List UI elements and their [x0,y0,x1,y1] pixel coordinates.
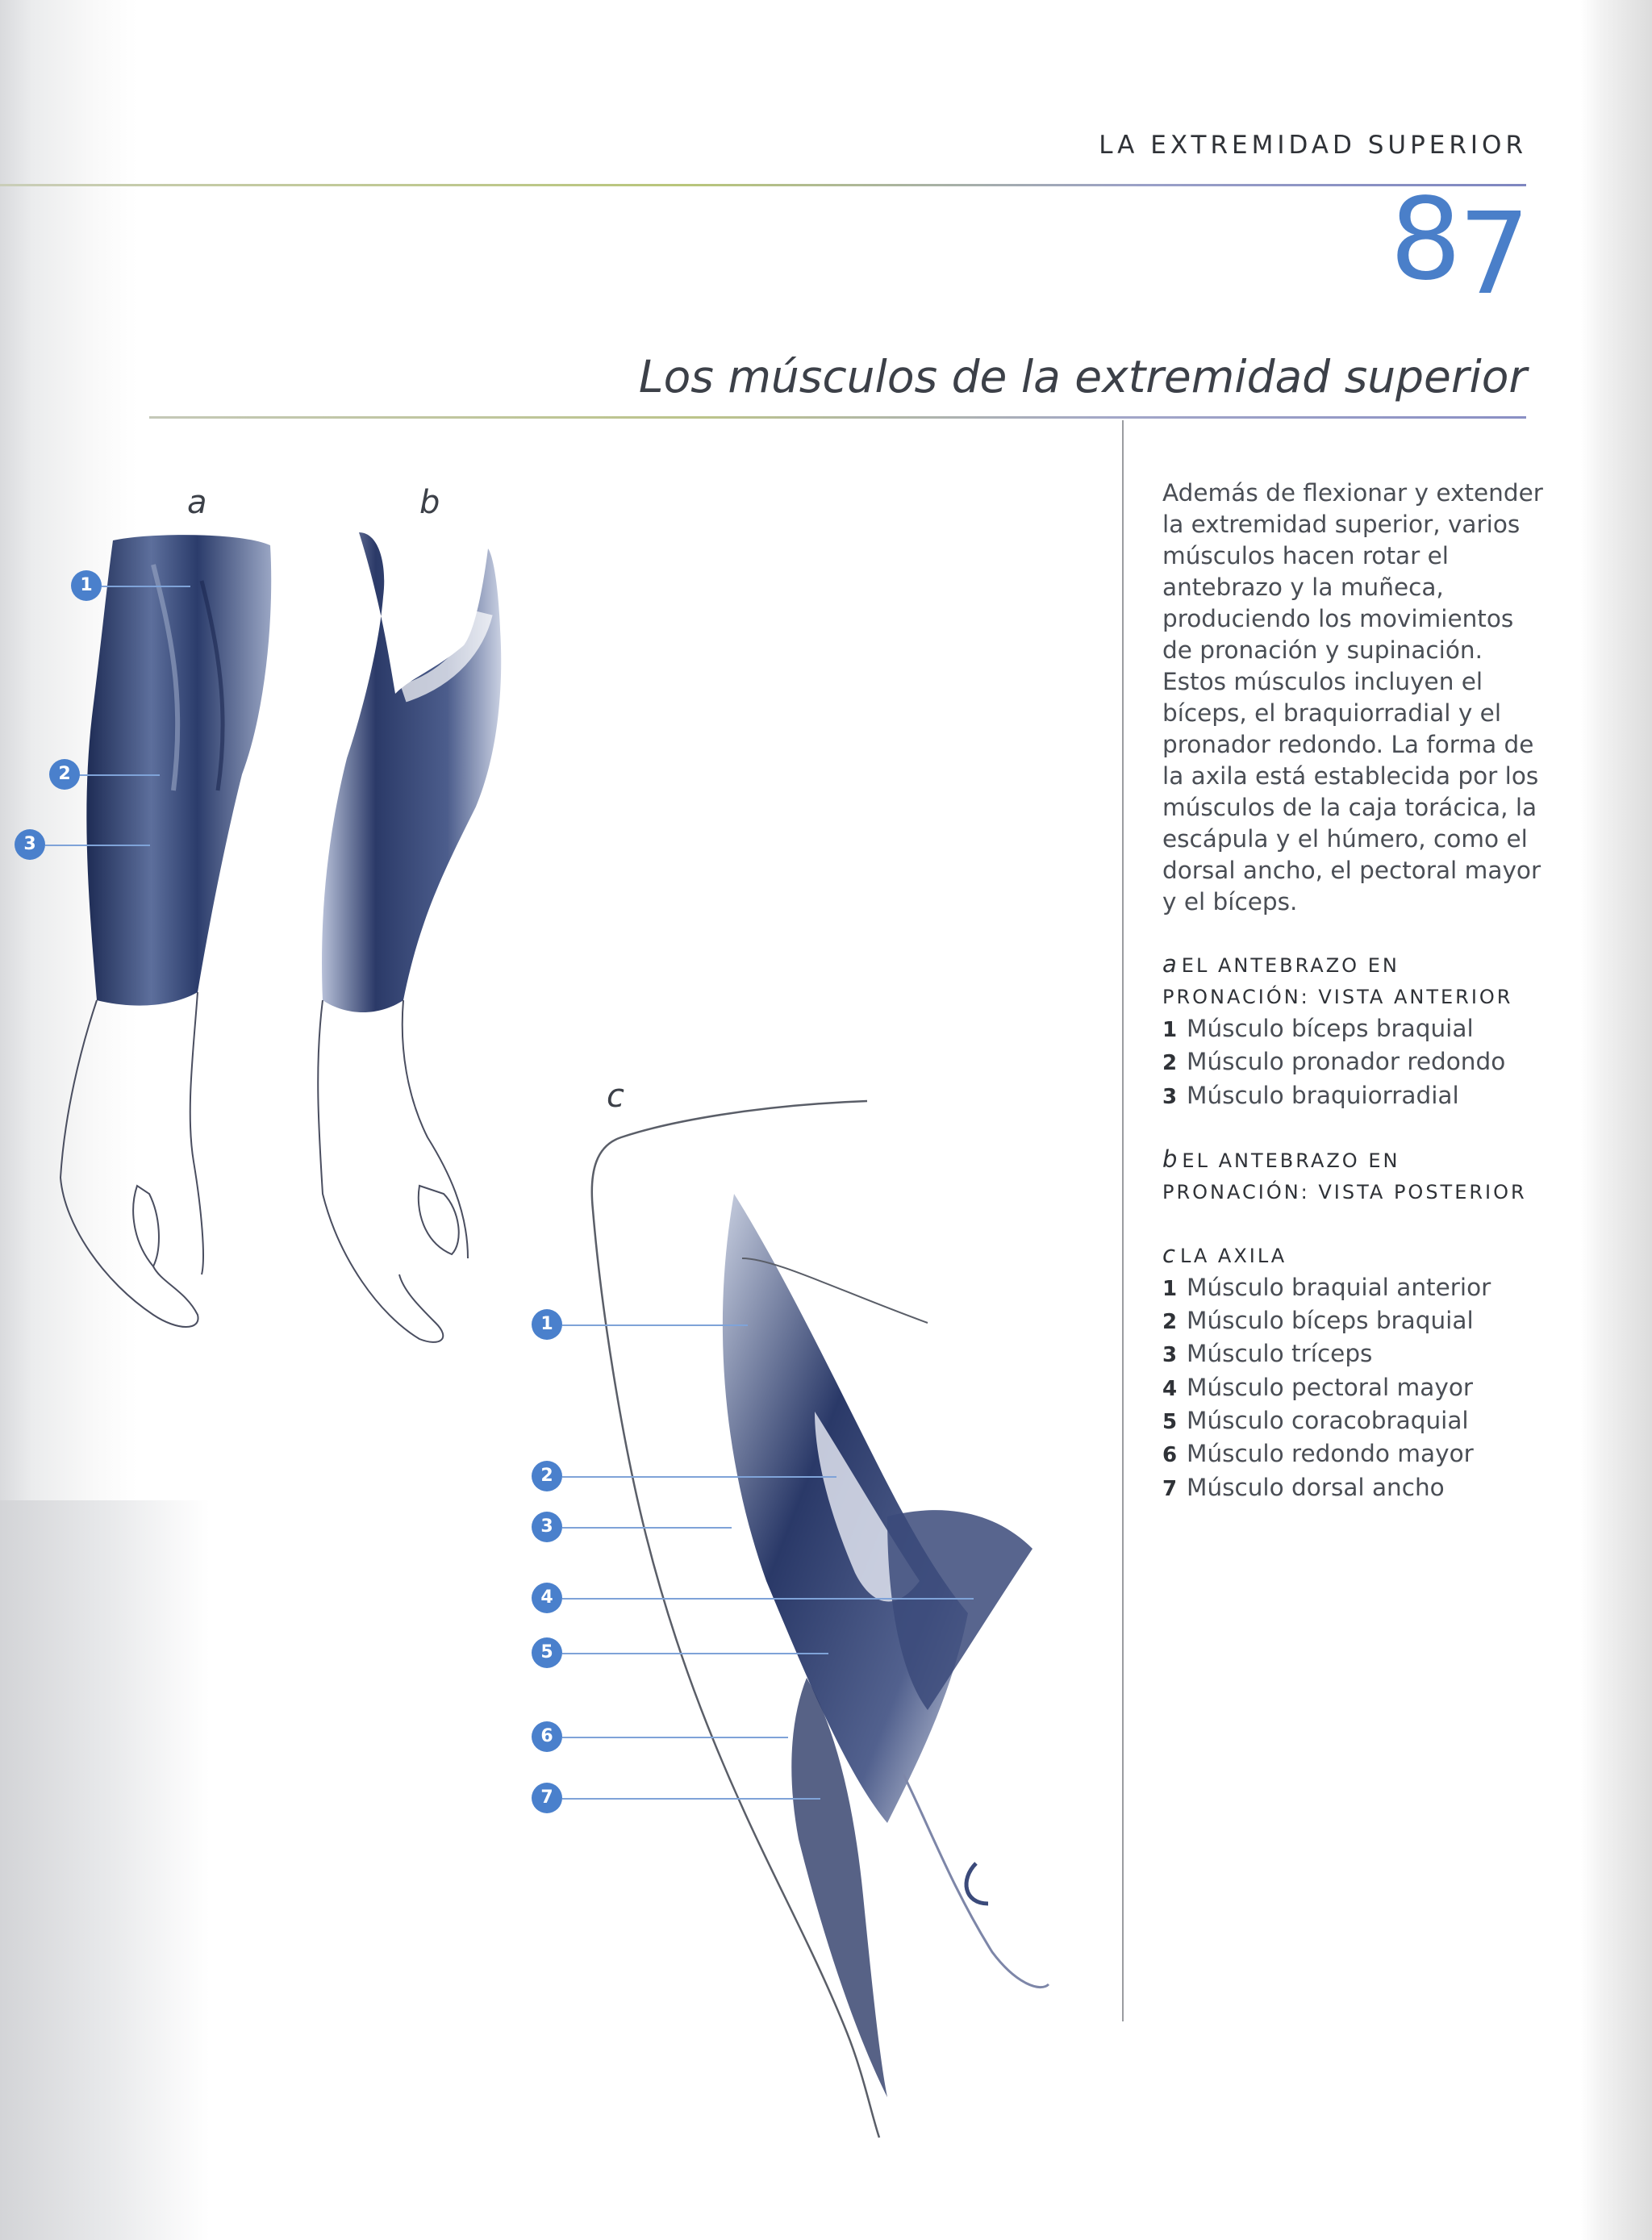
intro-line: escápula y el húmero, como el [1162,825,1528,853]
section-c-heading: c LA AXILA [1162,1240,1287,1268]
intro-line: dorsal ancho, el pectoral mayor [1162,857,1541,884]
leader-line-c7 [562,1798,820,1800]
intro-line: la axila está establecida por los [1162,762,1539,790]
section-a-heading-line2: PRONACIÓN: VISTA ANTERIOR [1162,986,1513,1008]
leader-line-a1 [102,586,190,587]
intro-line: Estos músculos incluyen el [1162,668,1483,695]
list-item: 3 Músculo tríceps [1162,1340,1373,1368]
callout-c2: 2 [532,1461,562,1491]
intro-line: músculos hacen rotar el [1162,542,1449,569]
intro-line: antebrazo y la muñeca, [1162,574,1444,601]
intro-line: bíceps, el braquiorradial y el [1162,699,1502,727]
intro-line: y el bíceps. [1162,888,1298,916]
section-c [1162,1239,1517,1505]
page-number-digit-2: 7 [1458,189,1527,320]
list-item: 2 Músculo bíceps braquial [1162,1307,1474,1335]
leader-line-c5 [562,1653,828,1654]
list-item: 1 Músculo bíceps braquial [1162,1015,1474,1042]
list-item: 2 Músculo pronador redondo [1162,1048,1506,1076]
callout-c4: 4 [532,1583,562,1613]
text-column [1162,478,1543,1505]
section-a-list [1162,1013,1517,1113]
list-item: 5 Músculo coracobraquial [1162,1407,1469,1435]
figure-c-label: c [607,1078,624,1115]
section-a [1162,949,1517,1113]
leader-line-c4 [562,1598,974,1600]
figure-a-label: a [187,484,207,521]
page-number-digit-1: 8 [1389,174,1458,306]
section-a-heading: a EL ANTEBRAZO EN [1162,950,1400,978]
figure-c-axilla [592,1101,1049,2138]
list-item: 3 Músculo braquiorradial [1162,1081,1459,1109]
leader-line-c1 [562,1324,748,1326]
list-item: 1 Músculo braquial anterior [1162,1273,1491,1301]
section-b-heading: b EL ANTEBRAZO EN [1162,1145,1400,1173]
callout-a1: 1 [71,570,102,601]
intro-line: la extremidad superior, varios [1162,511,1521,538]
figure-a-forearm-anterior [60,535,271,1327]
intro-line: pronador redondo. La forma de [1162,731,1534,758]
list-item: 6 Músculo redondo mayor [1162,1440,1474,1468]
intro-paragraph [1162,478,1543,918]
section-b-heading-line2: PRONACIÓN: VISTA POSTERIOR [1162,1180,1527,1203]
page-title: Los músculos de la extremidad superior [638,351,1527,403]
list-item: 4 Músculo pectoral mayor [1162,1373,1473,1401]
section-c-list [1162,1272,1517,1505]
callout-a3: 3 [15,829,45,860]
callout-c3: 3 [532,1512,562,1542]
callout-a2: 2 [49,759,80,790]
leader-line-a2 [79,774,160,776]
intro-line: de pronación y supinación. [1162,636,1483,664]
callout-c7: 7 [532,1783,562,1813]
intro-line: Además de flexionar y extender [1162,479,1543,507]
callout-c1: 1 [532,1309,562,1340]
callout-c6: 6 [532,1721,562,1752]
leader-line-c2 [562,1476,836,1478]
intro-line: produciendo los movimientos [1162,605,1514,632]
section-b [1162,1144,1527,1208]
leader-line-c6 [562,1737,788,1738]
figure-b-label: b [419,484,440,521]
leader-line-a3 [45,845,150,846]
figure-b-forearm-posterior [318,532,501,1342]
running-head: LA EXTREMIDAD SUPERIOR [1099,131,1527,160]
list-item: 7 Músculo dorsal ancho [1162,1473,1445,1501]
leader-line-c3 [562,1527,732,1529]
intro-line: músculos de la caja torácica, la [1162,794,1537,821]
callout-c5: 5 [532,1637,562,1668]
